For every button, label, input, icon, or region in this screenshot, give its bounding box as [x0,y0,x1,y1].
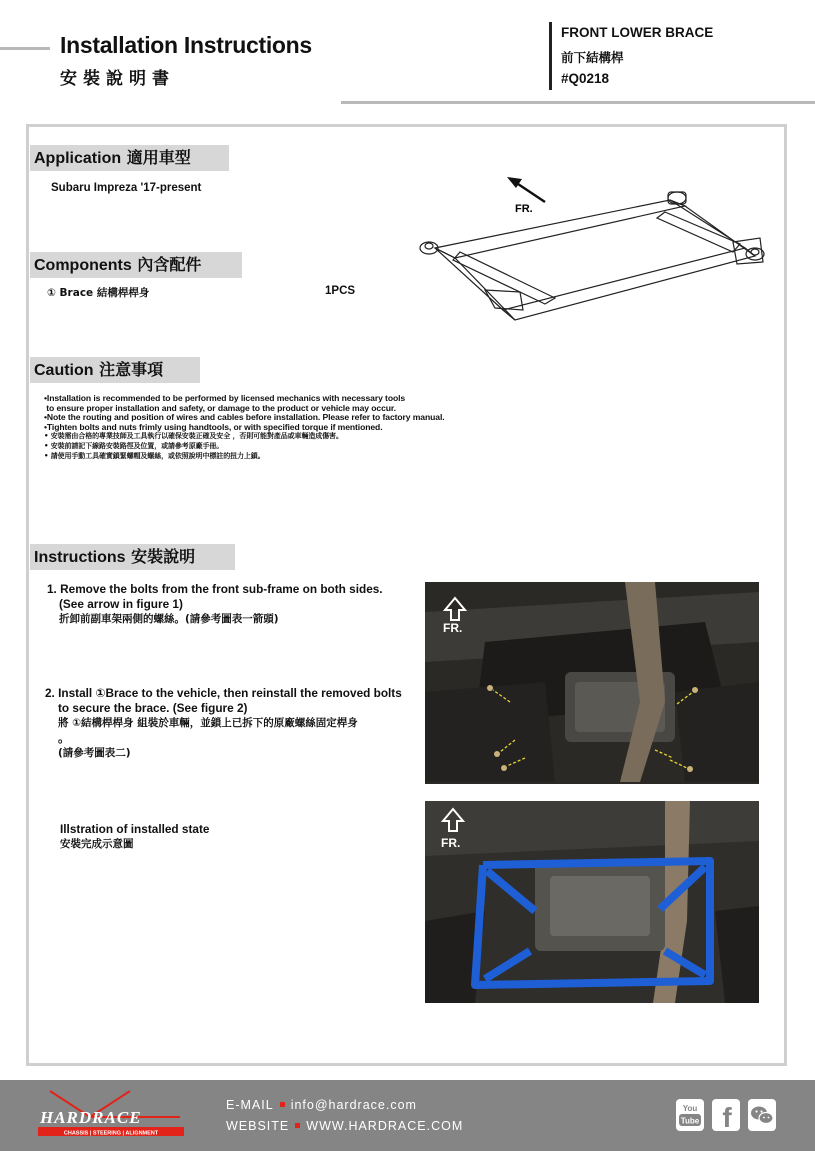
step1-line1: 1. Remove the bolts from the front sub-frame on both sides. [47,582,383,596]
facebook-icon[interactable] [712,1099,740,1131]
youtube-text-top: You [682,1104,698,1113]
product-name-zh: 前下結構桿 [561,50,624,65]
caution-heading: Caution 注意事項 [30,357,200,383]
brace-outline [420,192,764,320]
step2-line4: 。 [58,731,70,745]
step2-line1: 2. Install ①Brace to the vehicle, then reinstall the removed bolts [45,686,402,700]
application-heading: Application 適用車型 [30,145,229,171]
wechat-icon[interactable] [748,1099,776,1131]
component-item-label: ① Brace 結構桿桿身 [47,287,150,299]
website-link[interactable]: WWW.HARDRACE.COM [306,1119,464,1133]
brace-diagram [415,170,775,335]
product-name: FRONT LOWER BRACE [561,25,714,40]
page-title: Installation Instructions [60,32,312,58]
step2-line3: 將 ①結構桿桿身 組裝於車輛，並鎖上已拆下的原廠螺絲固定桿身 [58,717,358,729]
header-divider [549,22,552,90]
installed-line1: Illstration of installed state [60,822,210,836]
header-left-rule [0,47,50,50]
step2-line5: (請參考圖表二) [58,747,131,759]
step1-line2: (See arrow in figure 1) [59,597,183,611]
step2-text [45,686,402,761]
diagram-fr-label: FR. [515,203,533,215]
figure-1-photo [425,582,759,784]
figure-2-fr-label: FR. [441,836,461,850]
website-label: WEBSITE [226,1119,290,1133]
youtube-icon[interactable] [676,1099,704,1131]
installed-text [60,822,209,852]
caution-line: to ensure proper installation and safety, or damage to the product or vehicle may occur. [44,402,396,413]
step1-line3: 折卸前副車架兩側的螺絲。(請參考圖表一箭頭) [59,613,279,625]
brand-tagline: CHASSIS | STEERING | ALIGNMENT [63,1130,159,1137]
figure-2-photo [425,801,759,1003]
youtube-text-bottom: Tube [680,1116,700,1126]
page-title-zh: 安裝說明書 [60,69,175,89]
header-right-rule [341,101,815,104]
component-item-qty: 1PCS [325,285,356,297]
components-heading: Components 內含配件 [30,252,242,278]
brand-name: HARDRACE [40,1108,142,1127]
instructions-heading: Instructions 安裝說明 [30,544,235,570]
caution-line: •Installation is recommended to be performed by licensed mechanics with necessary tools [44,393,406,403]
step1-text [47,582,383,627]
part-number: #Q0218 [561,71,610,86]
caution-line: • 安裝前請記下線路安裝路徑及位置，或請參考原廠手冊。 [44,441,224,450]
facebook-letter: f [722,1102,732,1131]
email-link[interactable]: info@hardrace.com [290,1098,417,1112]
caution-line: •Tighten bolts and nuts frimly using handtools, or with specified torque if mentioned. [44,421,383,432]
figure-1-fr-label: FR. [443,621,463,635]
email-label: E-MAIL [226,1098,274,1112]
caution-line: • 安裝需由合格的專業技師及工具執行以確保安裝正確及安全 ，否則可能對產品或車輛造成傷害。 [44,432,343,441]
caution-line: • 請使用手動工具確實鎖緊螺帽及螺絲，或依照說明中標註的扭力上鎖。 [44,451,265,460]
step2-line2: to secure the brace. (See figure 2) [58,701,248,715]
application-vehicle: Subaru Impreza '17-present [51,182,202,194]
bullet-icon [295,1123,300,1128]
fr-arrow-icon [507,177,545,202]
bullet-icon [280,1102,285,1107]
caution-line: •Note the routing and position of wires and cables before installation. Please refer to factory manual. [44,412,445,423]
hardrace-logo [30,1087,190,1143]
caution-list [44,394,445,461]
installed-line2: 安裝完成示意圖 [60,838,134,850]
email-row [226,1098,417,1112]
website-row [226,1119,463,1133]
